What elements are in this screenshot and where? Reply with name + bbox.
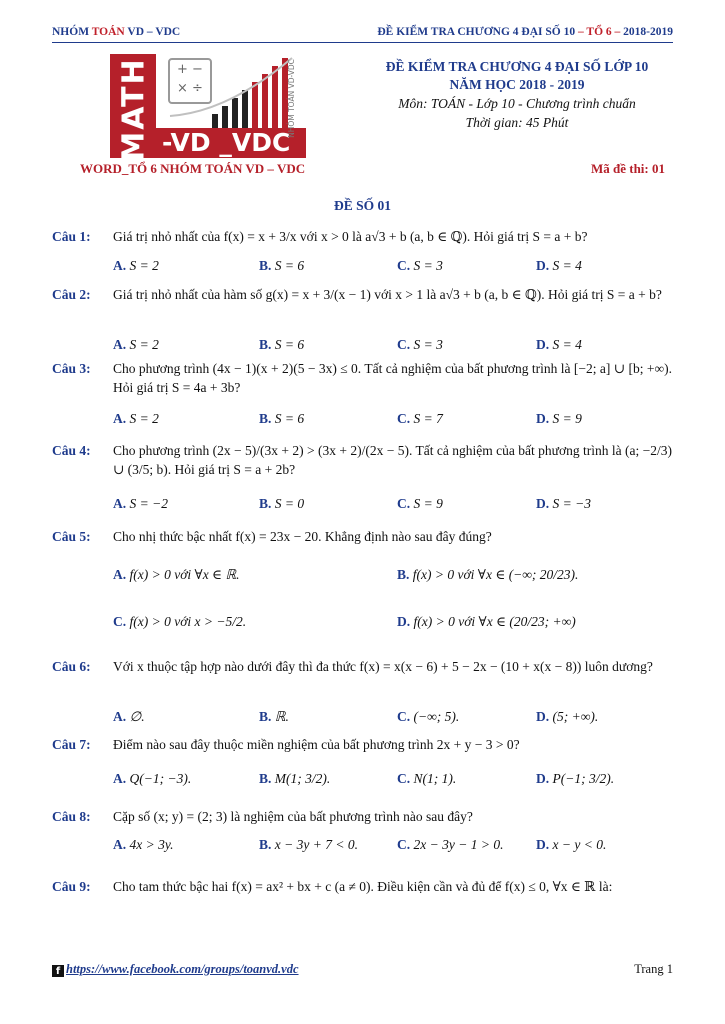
option-key: A.: [113, 771, 127, 786]
option-value: x − y < 0.: [552, 837, 607, 852]
header-left: NHÓM TOÁN VD – VDC: [52, 26, 181, 38]
school-year: NĂM HỌC 2018 - 2019: [449, 77, 585, 92]
option-key: D.: [536, 258, 550, 273]
question: [52, 657, 672, 676]
question: [52, 527, 672, 546]
option-value: S = 7: [413, 411, 443, 426]
word-line: WORD_TỔ 6 NHÓM TOÁN VD – VDC: [80, 161, 306, 176]
page-footer: [52, 962, 673, 977]
option-value: P(−1; 3/2).: [552, 771, 615, 786]
option-value: N(1; 1).: [413, 771, 457, 786]
option-value: S = 9: [413, 496, 443, 511]
option-key: A.: [113, 837, 127, 852]
options-row: [113, 771, 673, 791]
options-row: [113, 837, 673, 857]
question-label: Câu 3:: [52, 361, 91, 376]
option-value: S = 2: [129, 411, 159, 426]
option-key: B.: [259, 771, 272, 786]
option-value: (−∞; 5).: [413, 709, 460, 724]
option-key: C.: [397, 771, 411, 786]
logo-math-block: MATH: [110, 54, 156, 158]
option-key: C.: [397, 709, 411, 724]
option-value: 4x > 3y.: [129, 837, 174, 852]
question-label: Câu 9:: [52, 879, 91, 894]
question-text: Cặp số (x; y) = (2; 3) là nghiệm của bất phương trình nào sau đây?: [113, 809, 473, 824]
question-label: Câu 7:: [52, 737, 91, 752]
question-text: Giá trị nhỏ nhất của f(x) = x + 3/x với x > 0 là a√3 + b (a, b ∈ ℚ). Hỏi giá trị S = a + b?: [113, 229, 588, 244]
exam-title-block: [362, 58, 672, 132]
option-key: D.: [536, 709, 550, 724]
question-label: Câu 4:: [52, 443, 91, 458]
header-divider: [52, 42, 673, 43]
option-key: A.: [113, 258, 127, 273]
option-value: ∅.: [129, 709, 145, 724]
option-value: S = 6: [274, 258, 305, 273]
option-key: D.: [397, 614, 411, 629]
options-row: [113, 567, 673, 587]
question-text: Cho tam thức bậc hai f(x) = ax² + bx + c (a ≠ 0). Điều kiện cần và đủ để f(x) ≤ 0, ∀x ∈ ℝ là:: [113, 879, 613, 894]
page-header: [52, 22, 673, 42]
facebook-group-link[interactable]: https://www.facebook.com/groups/toanvd.vdc: [66, 962, 299, 976]
question-text: Cho phương trình (4x − 1)(x + 2)(5 − 3x) ≤ 0. Tất cả nghiệm của bất phương trình là [−2; a] ∪ [b; +∞). Hỏi giá trị S = 4a + 3b?: [113, 361, 672, 395]
question-label: Câu 2:: [52, 287, 91, 302]
option-value: 2x − 3y − 1 > 0.: [413, 837, 504, 852]
option-key: B.: [397, 567, 410, 582]
header-right: ĐỀ KIỂM TRA CHƯƠNG 4 ĐẠI SỐ 10 – TỔ 6 – 2018-2019: [377, 26, 673, 38]
options-row: [113, 411, 673, 431]
option-key: D.: [536, 496, 550, 511]
option-value: S = 0: [274, 496, 305, 511]
question-text: Cho nhị thức bậc nhất f(x) = 23x − 20. Khẳng định nào sau đây đúng?: [113, 529, 492, 544]
option-key: A.: [113, 337, 127, 352]
question-text: Cho phương trình (2x − 5)/(3x + 2) > (3x + 2)/(2x − 5). Tất cả nghiệm của bất phương trình là (a; −2/3) ∪ (3/5; b). Hỏi giá trị S = a + 2b?: [113, 443, 672, 477]
option-key: B.: [259, 258, 272, 273]
question: [52, 285, 672, 304]
facebook-icon: f: [52, 965, 64, 977]
question-label: Câu 6:: [52, 659, 91, 674]
exam-code: Mã đề thi: 01: [590, 161, 665, 176]
option-key: C.: [113, 614, 127, 629]
calculator-icon: + − × ÷: [168, 58, 212, 104]
option-value: M(1; 3/2).: [274, 771, 331, 786]
option-key: C.: [397, 337, 411, 352]
option-key: C.: [397, 411, 411, 426]
duration: Thời gian: 45 Phút: [465, 115, 569, 130]
question: [52, 877, 672, 896]
question-label: Câu 1:: [52, 229, 91, 244]
subject: Môn: TOÁN - Lớp 10 - Chương trình chuẩn: [398, 96, 636, 111]
page-number: Trang 1: [634, 962, 673, 976]
option-key: A.: [113, 567, 127, 582]
option-value: f(x) > 0 với ∀x ∈ (−∞; 20/23).: [412, 567, 579, 582]
question-text: Với x thuộc tập hợp nào dưới đây thì đa thức f(x) = x(x − 6) + 5 − 2x − (10 + x(x − 8)) luôn dương?: [113, 659, 653, 674]
option-value: S = −2: [129, 496, 168, 511]
option-key: B.: [259, 837, 272, 852]
option-key: B.: [259, 709, 272, 724]
option-key: A.: [113, 496, 127, 511]
options-row: [113, 496, 673, 516]
question-text: Điểm nào sau đây thuộc miền nghiệm của bất phương trình 2x + y − 3 > 0?: [113, 737, 520, 752]
question: [52, 807, 672, 826]
option-key: D.: [536, 411, 550, 426]
option-key: D.: [536, 771, 550, 786]
option-value: (5; +∞).: [552, 709, 599, 724]
option-key: D.: [536, 337, 550, 352]
option-value: f(x) > 0 với ∀x ∈ (20/23; +∞): [413, 614, 576, 629]
question-label: Câu 8:: [52, 809, 91, 824]
option-value: S = 3: [413, 258, 443, 273]
options-row: [113, 337, 673, 357]
logo-band: -VD _VDC: [156, 128, 306, 158]
options-row: [113, 614, 673, 634]
exam-title: ĐỀ KIỂM TRA CHƯƠNG 4 ĐẠI SỐ LỚP 10: [385, 59, 649, 74]
option-value: S = 4: [552, 258, 582, 273]
option-key: C.: [397, 837, 411, 852]
question: [52, 441, 672, 479]
option-value: x − 3y + 7 < 0.: [274, 837, 358, 852]
option-value: f(x) > 0 với x > −5/2.: [129, 614, 247, 629]
option-key: B.: [259, 411, 272, 426]
option-key: C.: [397, 258, 411, 273]
option-key: D.: [536, 837, 550, 852]
question: [52, 735, 672, 754]
option-value: S = 9: [552, 411, 582, 426]
option-value: S = −3: [552, 496, 591, 511]
option-key: B.: [259, 496, 272, 511]
options-row: [113, 709, 673, 729]
option-value: S = 3: [413, 337, 443, 352]
option-value: ℝ.: [274, 709, 289, 724]
section-title: ĐỀ SỐ 01: [333, 198, 391, 213]
option-key: A.: [113, 411, 127, 426]
option-key: C.: [397, 496, 411, 511]
question-text: Giá trị nhỏ nhất của hàm số g(x) = x + 3/(x − 1) với x > 1 là a√3 + b (a, b ∈ ℚ). Hỏi giá trị S = a + b?: [113, 287, 662, 302]
math-logo: [110, 54, 320, 162]
option-value: Q(−1; −3).: [129, 771, 192, 786]
option-value: S = 6: [274, 411, 305, 426]
option-value: S = 4: [552, 337, 582, 352]
logo-vertical-text: NHÓM TOÁN VD-VDC: [286, 59, 296, 138]
option-value: S = 6: [274, 337, 305, 352]
option-key: A.: [113, 709, 127, 724]
question: [52, 359, 672, 397]
option-value: f(x) > 0 với ∀x ∈ ℝ.: [129, 567, 240, 582]
option-value: S = 2: [129, 337, 159, 352]
question-label: Câu 5:: [52, 529, 91, 544]
option-value: S = 2: [129, 258, 159, 273]
options-row: [113, 258, 673, 278]
option-key: B.: [259, 337, 272, 352]
question: [52, 227, 672, 246]
